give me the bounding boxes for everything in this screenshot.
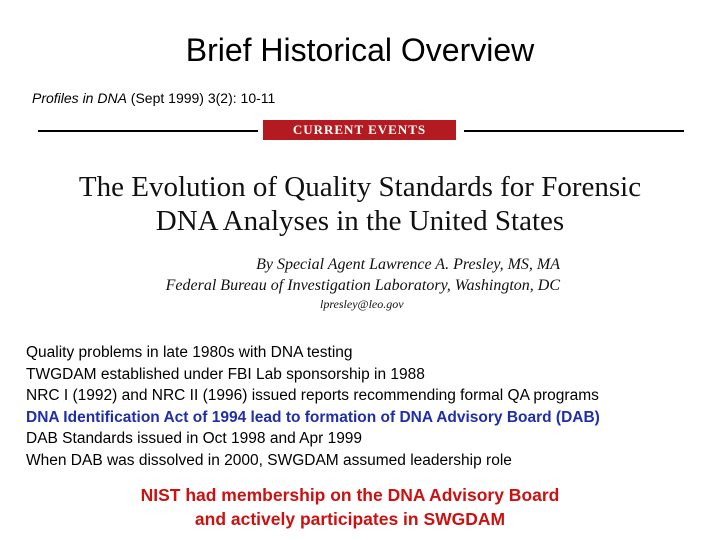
section-banner: CURRENT EVENTS bbox=[263, 120, 456, 140]
article-title-line-1: The Evolution of Quality Standards for Forensic bbox=[78, 171, 642, 203]
article-byline bbox=[160, 254, 560, 296]
history-item: TWGDAM established under FBI Lab sponsorship in 1988 bbox=[26, 365, 425, 383]
history-item: When DAB was dissolved in 2000, SWGDAM assumed leadership role bbox=[26, 451, 512, 469]
banner-rule-left bbox=[38, 130, 258, 132]
closing-line-2: and actively participates in SWGDAM bbox=[194, 509, 506, 529]
citation bbox=[32, 89, 275, 107]
byline-author: By Special Agent Lawrence A. Presley, MS, MA bbox=[256, 256, 560, 273]
citation-details: (Sept 1999) 3(2): 10-11 bbox=[126, 90, 276, 106]
slide-title: Brief Historical Overview bbox=[185, 32, 535, 68]
history-item: NRC I (1992) and NRC II (1996) issued reports recommending formal QA programs bbox=[26, 387, 599, 405]
closing-statement bbox=[0, 483, 700, 531]
history-item-emphasized: DNA Identification Act of 1994 lead to formation of DNA Advisory Board (DAB) bbox=[26, 408, 600, 426]
section-banner-row bbox=[38, 120, 684, 142]
history-item: DAB Standards issued in Oct 1998 and Apr 1999 bbox=[26, 430, 363, 448]
author-email: lpresley@leo.gov bbox=[320, 297, 404, 311]
history-list bbox=[26, 342, 706, 472]
article-title bbox=[0, 170, 720, 238]
closing-line-1: NIST had membership on the DNA Advisory Board bbox=[140, 485, 560, 505]
article-title-line-2: DNA Analyses in the United States bbox=[155, 205, 565, 237]
citation-journal: Profiles in DNA bbox=[32, 90, 127, 106]
history-item: Quality problems in late 1980s with DNA testing bbox=[26, 344, 353, 361]
byline-affiliation: Federal Bureau of Investigation Laboratory, Washington, DC bbox=[165, 277, 560, 294]
banner-rule-right bbox=[464, 130, 684, 132]
